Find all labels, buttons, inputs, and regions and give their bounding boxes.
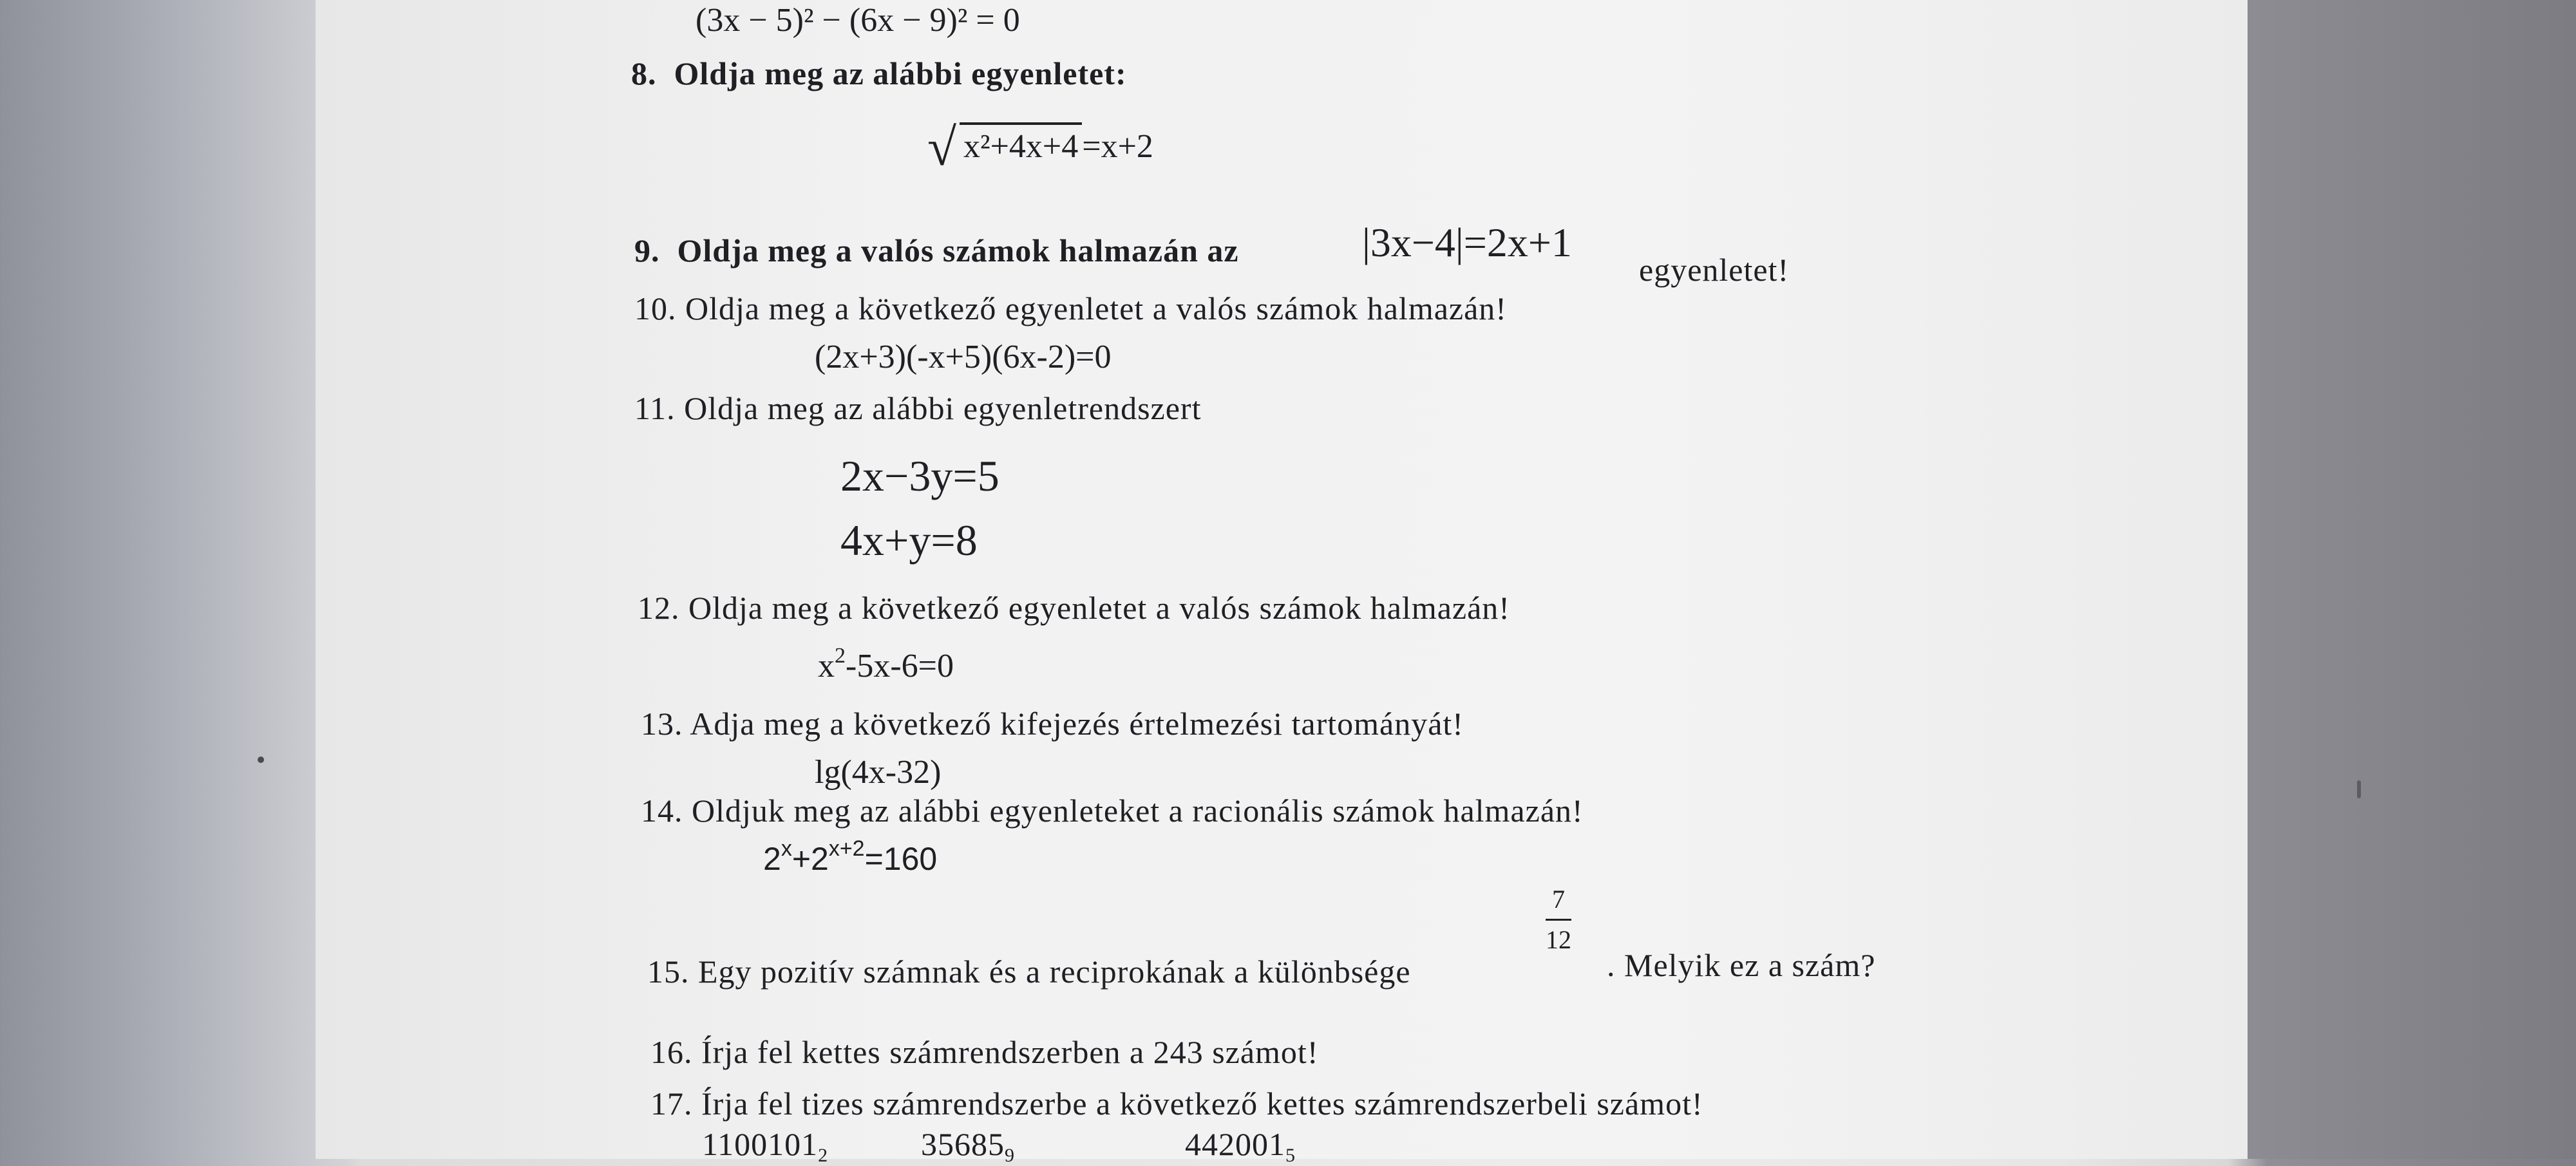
item-17-number-2: $35685_9$	[921, 1126, 1015, 1166]
item-15	[647, 953, 1411, 990]
item-8	[631, 55, 1127, 92]
item-text: Oldja meg a következő egyenletet a valós számok halmazán!	[688, 590, 1510, 626]
item-text: Oldjuk meg az alábbi egyenleteket a racionális számok halmazán!	[692, 793, 1584, 829]
item-11-equation-2: 4x+y=8	[840, 516, 978, 565]
item-14	[641, 792, 1584, 829]
item-number: 12.	[638, 590, 680, 626]
item-17-number-3: $442001_5$	[1185, 1126, 1296, 1166]
item-14-equation: $2^x+2^{x+2}=160$	[763, 836, 938, 877]
stray-mark	[258, 757, 264, 763]
item-8-equation	[927, 118, 1153, 176]
item-number: 13.	[641, 706, 683, 742]
item-text: Oldja meg az alábbi egyenletet:	[674, 55, 1127, 91]
item-number: 8.	[631, 55, 657, 91]
item-text: Adja meg a következő kifejezés értelmezési tartományát!	[690, 706, 1464, 742]
sqrt-sign-icon: √	[927, 118, 957, 176]
item-9-suffix: egyenletet!	[1639, 252, 1790, 288]
item-11-equation-1: 2x−3y=5	[840, 451, 999, 500]
dark-background-right	[2248, 0, 2576, 1159]
sqrt-content: x²+4x+4	[960, 122, 1082, 165]
item-13-equation: lg(4x-32)	[815, 754, 942, 791]
fraction-bar	[1546, 919, 1571, 921]
item-text: Írja fel kettes számrendszerben a 243 számot!	[701, 1034, 1319, 1070]
stray-mark	[2357, 780, 2361, 798]
item-11	[634, 390, 1201, 427]
item-number: 11.	[634, 390, 676, 426]
eq-rest: =x+2	[1082, 128, 1153, 165]
item-16	[650, 1033, 1318, 1071]
item-12	[638, 589, 1510, 626]
item-number: 16.	[650, 1034, 693, 1070]
fraction-denominator: 12	[1546, 925, 1571, 954]
item-number: 15.	[647, 954, 690, 990]
item-number: 10.	[634, 290, 677, 326]
item-text: Oldja meg a következő egyenletet a valós számok halmazán!	[685, 290, 1507, 326]
sqrt-expression	[927, 118, 1082, 176]
item-text: Írja fel tizes számrendszerbe a következő kettes számrendszerbeli számot!	[701, 1086, 1703, 1122]
item-text: Egy pozitív számnak és a reciprokának a különbsége	[698, 954, 1411, 990]
previous-equation: (3x − 5)² − (6x − 9)² = 0	[696, 2, 1020, 39]
item-13	[641, 705, 1464, 742]
fraction-numerator: 7	[1552, 885, 1565, 914]
item-15-fraction	[1546, 885, 1571, 954]
item-12-equation: $x^2-5x-6=0$	[818, 644, 954, 684]
item-15-suffix: . Melyik ez a szám?	[1607, 947, 1876, 983]
item-9	[634, 232, 1239, 269]
item-text: Oldja meg a valós számok halmazán az	[677, 232, 1239, 268]
item-10	[634, 290, 1507, 327]
item-9-equation: |3x−4|=2x+1	[1362, 220, 1572, 265]
item-17	[650, 1085, 1703, 1122]
item-number: 14.	[641, 793, 683, 829]
item-10-equation: (2x+3)(-x+5)(6x-2)=0	[815, 339, 1112, 375]
item-number: 17.	[650, 1086, 693, 1122]
item-text: Oldja meg az alábbi egyenletrendszert	[684, 390, 1202, 426]
item-number: 9.	[634, 232, 660, 268]
item-17-number-1: $1100101_2$	[702, 1126, 829, 1166]
